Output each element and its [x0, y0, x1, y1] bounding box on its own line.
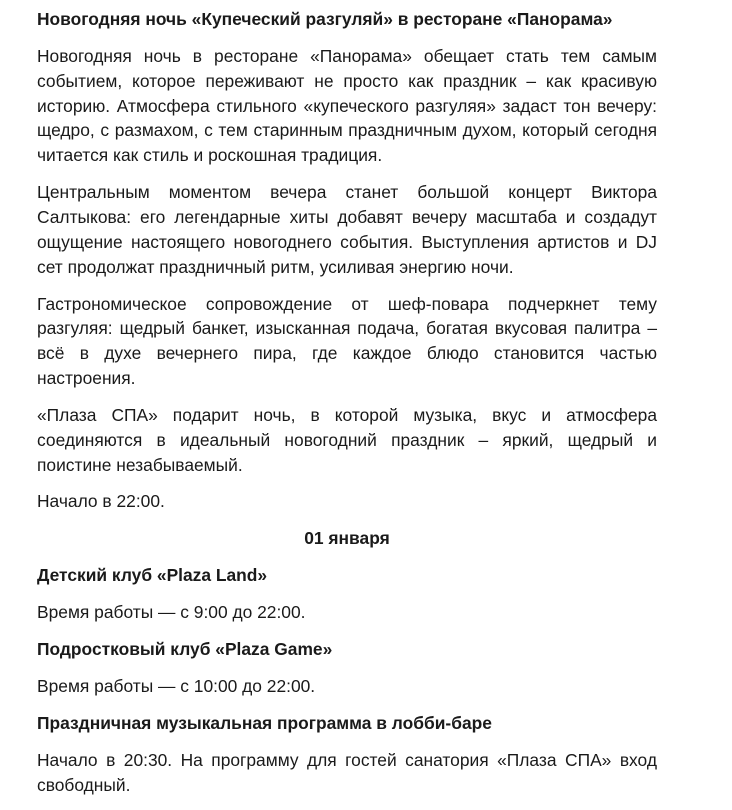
teen-club-hours: Время работы — с 10:00 до 22:00.	[37, 676, 316, 697]
closing-paragraph: «Плаза СПА» подарит ночь, в которой музыка, вкус и атмосфера соединяются в идеальный новогодний праздник – яркий, щедрый и поистине незабываемый.	[37, 404, 657, 475]
event-title: Новогодняя ночь «Купеческий разгуляй» в ресторане «Панорама»	[37, 9, 613, 29]
date-heading: 01 января	[304, 528, 390, 549]
lobby-program-title: Праздничная музыкальная программа в лобби-баре	[37, 713, 492, 734]
start-time-text: Начало в 22:00.	[37, 491, 165, 512]
kids-club-title: Детский клуб «Plaza Land»	[37, 565, 268, 586]
document-page	[37, 7, 657, 798]
concert-paragraph: Центральным моментом вечера станет большой концерт Виктора Салтыкова: его легендарные хиты добавят вечеру масштаба и создадут ощущение настоящего новогоднего события. Выступления артистов и DJ сет продолжат праздничный ритм, усиливая энергию ночи.	[37, 182, 657, 277]
teen-club-title: Подростковый клуб «Plaza Game»	[37, 639, 333, 660]
lobby-program-text: Начало в 20:30. На программу для гостей санатория «Плаза СПА» вход свободный.	[37, 750, 657, 796]
kids-club-hours: Время работы — с 9:00 до 22:00.	[37, 602, 306, 623]
gastronomy-paragraph: Гастрономическое сопровождение от шеф-повара подчеркнет тему разгуляя: щедрый банкет, изысканная подача, богатая вкусовая палитра – всё в духе вечернего пира, где каждое блюдо становится частью настроения.	[37, 293, 657, 388]
intro-paragraph: Новогодняя ночь в ресторане «Панорама» обещает стать тем самым событием, которое переживают не просто как праздник – как красивую историю. Атмосфера стильного «купеческого разгуляя» задаст тон вечеру: щедро, с размахом, с тем старинным праздничным духом, который сегодня читается как стиль и роскошная традиция.	[37, 45, 657, 166]
